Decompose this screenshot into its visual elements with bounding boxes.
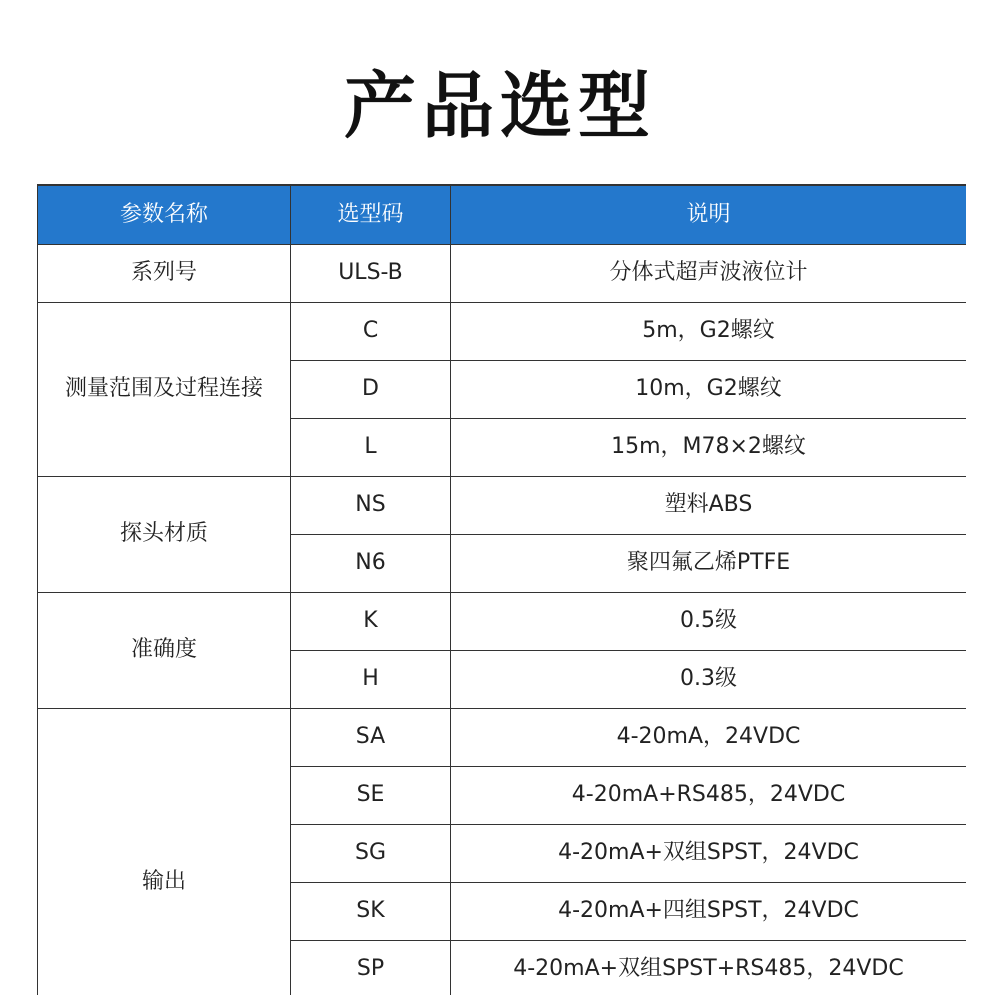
- description-cell: 5m，G2螺纹: [451, 302, 967, 360]
- table-row: [38, 476, 967, 534]
- description-cell: 0.3级: [451, 650, 967, 708]
- code-cell: D: [291, 360, 451, 418]
- table-header-row: [38, 185, 967, 244]
- code-cell: SA: [291, 708, 451, 766]
- code-cell: N6: [291, 534, 451, 592]
- description-cell: 聚四氟乙烯PTFE: [451, 534, 967, 592]
- code-cell: SG: [291, 824, 451, 882]
- code-cell: K: [291, 592, 451, 650]
- table-row: [38, 302, 967, 360]
- description-cell: 10m，G2螺纹: [451, 360, 967, 418]
- header-description: 说明: [451, 185, 967, 244]
- code-cell: ULS-B: [291, 244, 451, 302]
- page-title: 产品选型: [343, 64, 656, 148]
- header-param-name: 参数名称: [38, 185, 291, 244]
- table-row: [38, 708, 967, 766]
- param-name-cell: 准确度: [38, 592, 291, 708]
- code-cell: H: [291, 650, 451, 708]
- selection-table: [37, 184, 966, 995]
- code-cell: SK: [291, 882, 451, 940]
- description-cell: 4-20mA+RS485，24VDC: [451, 766, 967, 824]
- code-cell: NS: [291, 476, 451, 534]
- param-name-cell: 测量范围及过程连接: [38, 302, 291, 476]
- code-cell: SE: [291, 766, 451, 824]
- param-name-cell: 探头材质: [38, 476, 291, 592]
- code-cell: C: [291, 302, 451, 360]
- param-name-cell: 输出: [38, 708, 291, 995]
- selection-table-container: [37, 184, 966, 995]
- code-cell: SP: [291, 940, 451, 995]
- description-cell: 15m，M78×2螺纹: [451, 418, 967, 476]
- description-cell: 4-20mA+四组SPST，24VDC: [451, 882, 967, 940]
- header-code: 选型码: [291, 185, 451, 244]
- param-name-cell: 系列号: [38, 244, 291, 302]
- description-cell: 4-20mA，24VDC: [451, 708, 967, 766]
- code-cell: L: [291, 418, 451, 476]
- description-cell: 0.5级: [451, 592, 967, 650]
- description-cell: 塑料ABS: [451, 476, 967, 534]
- description-cell: 分体式超声波液位计: [451, 244, 967, 302]
- description-cell: 4-20mA+双组SPST+RS485，24VDC: [451, 940, 967, 995]
- table-row: [38, 244, 967, 302]
- table-row: [38, 592, 967, 650]
- description-cell: 4-20mA+双组SPST，24VDC: [451, 824, 967, 882]
